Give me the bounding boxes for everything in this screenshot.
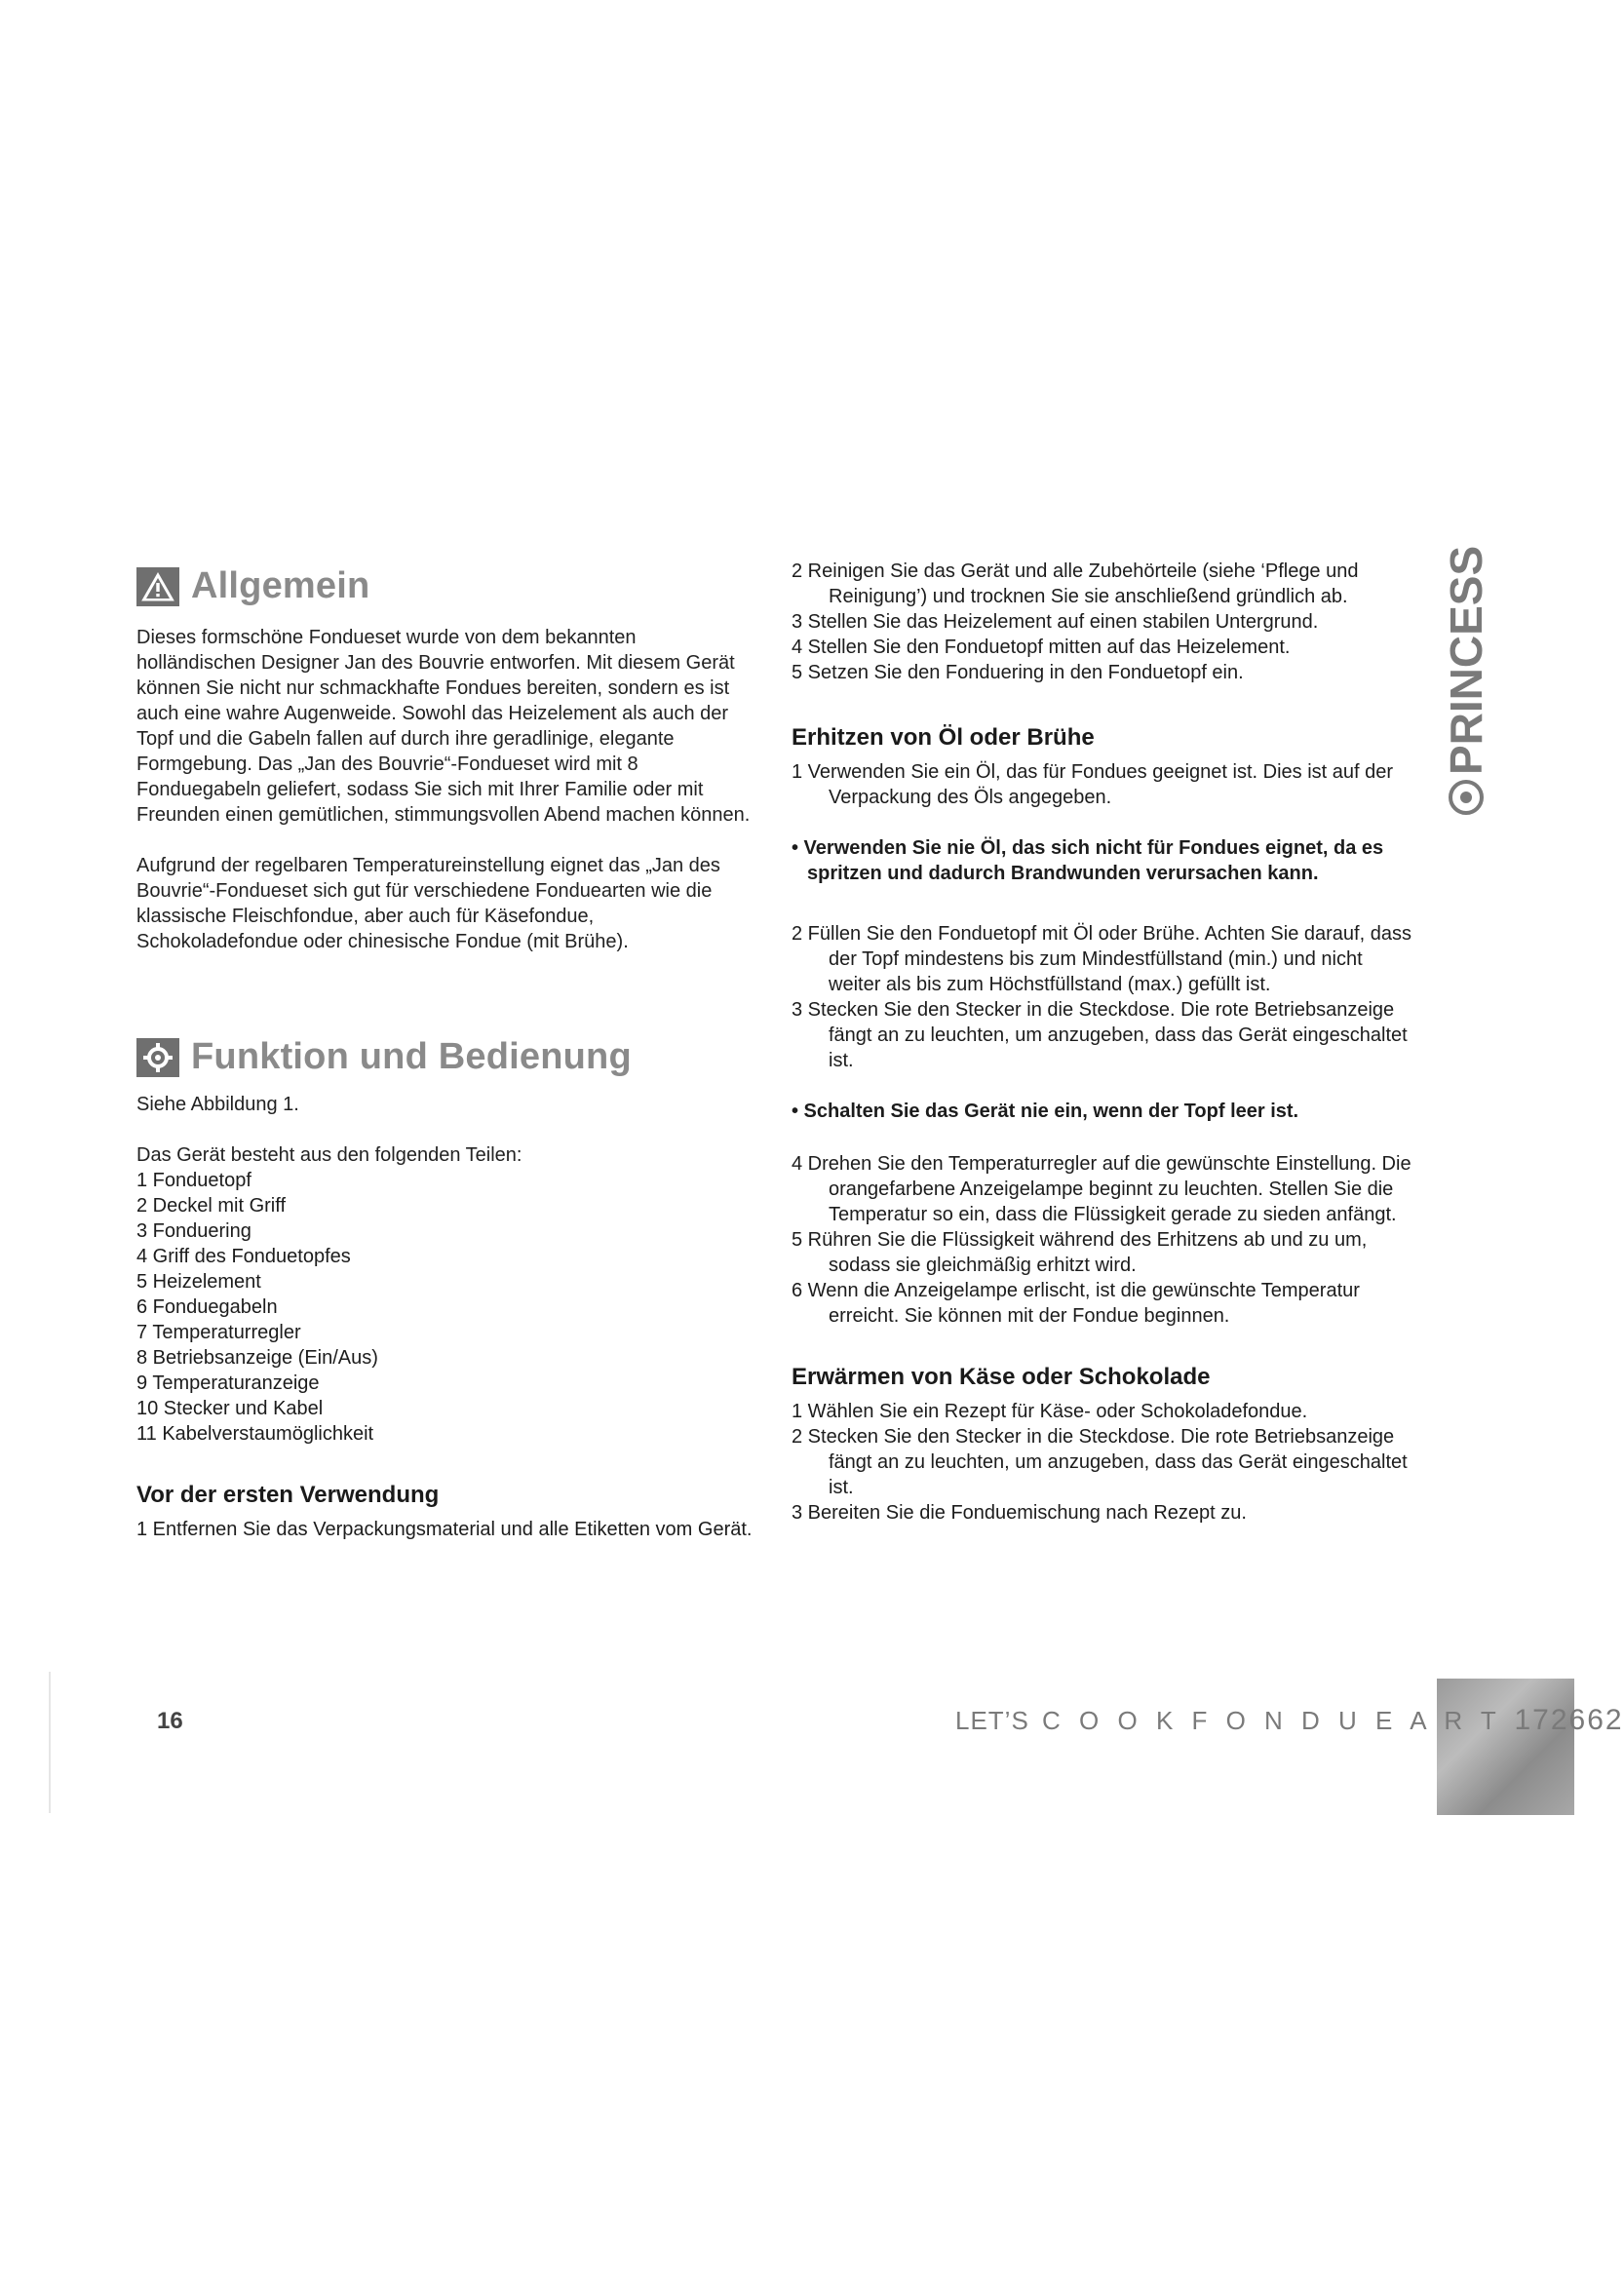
- part-item: 8 Betriebsanzeige (Ein/Aus): [136, 1347, 378, 1369]
- heating-oil-heading: Erhitzen von Öl oder Brühe: [792, 724, 1095, 751]
- first-use-step-4: 4 Stellen Sie den Fonduetopf mitten auf das Heizelement.: [792, 637, 1291, 658]
- section-general-title: Allgemein: [191, 565, 370, 606]
- see-figure-text: Siehe Abbildung 1.: [136, 1094, 299, 1115]
- heating-warning-2: • Schalten Sie das Gerät nie ein, wenn der Topf leer ist.: [792, 1101, 1299, 1122]
- first-use-step-5: 5 Setzen Sie den Fonduering in den Fonduetopf ein.: [792, 662, 1244, 683]
- gear-icon: [136, 1038, 179, 1077]
- parts-list: [136, 1168, 760, 1447]
- product-code: 172662: [1514, 1704, 1624, 1736]
- footer-tagline: [955, 1704, 1624, 1737]
- part-item: 7 Temperaturregler: [136, 1322, 301, 1343]
- part-item: 11 Kabelverstaumöglichkeit: [136, 1423, 374, 1445]
- brand-name: PRINCESS: [1441, 545, 1491, 775]
- general-paragraph-1: Dieses formschöne Fondueset wurde von dem bekannten holländischen Designer Jan des Bouvrie entworfen. Mit diesem Gerät können Sie nicht nur schmackhafte Fondues bereiten, sondern es ist auch eine wahre Augenweide. Sowohl das Heizelement als auch der Topf und die Gabeln fallen auf durch ihre geradlinige, elegante Formgebung. Das „Jan des Bouvrie“-Fondueset wird mit 8 Fonduegabeln geliefert, sodass Sie sich mit Ihrer Familie oder mit Freunden einen gemütlichen, stimmungsvollen Abend machen können.: [136, 627, 751, 826]
- princess-logo: [1433, 545, 1501, 819]
- section-function-title: Funktion und Bedienung: [191, 1036, 632, 1077]
- first-use-step-2: 2 Reinigen Sie das Gerät und alle Zubehörteile (siehe ‘Pflege und Reinigung’) und trocknen Sie sie anschließend gründlich ab.: [792, 560, 1359, 607]
- heating-step-4: 4 Drehen Sie den Temperaturregler auf die gewünschte Einstellung. Die orangefarbene Anzeigelampe beginnt zu leuchten. Stellen Sie die Temperatur so ein, dass die Flüssigkeit gerade zu sieden anfängt.: [792, 1153, 1411, 1225]
- page-number: 16: [157, 1708, 183, 1734]
- heating-step-1: 1 Verwenden Sie ein Öl, das für Fondues geeignet ist. Dies ist auf der Verpackung des Öls angegeben.: [792, 761, 1394, 808]
- heating-step-2: 2 Füllen Sie den Fonduetopf mit Öl oder Brühe. Achten Sie darauf, dass der Topf mindestens bis zum Mindestfüllstand (min.) und nicht weiter als bis zum Höchstfüllstand (max.) gefüllt ist.: [792, 923, 1411, 995]
- heating-step-3: 3 Stecken Sie den Stecker in die Steckdose. Die rote Betriebsanzeige fängt an zu leuchten, um anzugeben, dass das Gerät eingeschaltet ist.: [792, 999, 1408, 1071]
- part-item: 4 Griff des Fonduetopfes: [136, 1246, 351, 1267]
- general-paragraph-2: Aufgrund der regelbaren Temperatureinstellung eignet das „Jan des Bouvrie“-Fondueset sich gut für verschiedene Fonduearten wie die klassische Fleischfondue, aber auch für Käsefondue, Schokoladefondue oder chinesische Fondue (mit Brühe).: [136, 855, 720, 952]
- cheese-step-3: 3 Bereiten Sie die Fonduemischung nach Rezept zu.: [792, 1502, 1247, 1524]
- cheese-step-2: 2 Stecken Sie den Stecker in die Steckdose. Die rote Betriebsanzeige fängt an zu leuchten, um anzugeben, dass das Gerät eingeschaltet ist.: [792, 1426, 1408, 1498]
- heating-step-5: 5 Rühren Sie die Flüssigkeit während des Erhitzens ab und zu um, sodass sie gleichmäßig erhitzt wird.: [792, 1229, 1368, 1276]
- section-function-header: [136, 1036, 760, 1078]
- part-item: 5 Heizelement: [136, 1271, 261, 1293]
- part-item: 2 Deckel mit Griff: [136, 1195, 286, 1217]
- part-item: 3 Fonduering: [136, 1220, 251, 1242]
- part-item: 1 Fonduetopf: [136, 1170, 251, 1191]
- part-item: 10 Stecker und Kabel: [136, 1398, 324, 1419]
- first-use-step-3: 3 Stellen Sie das Heizelement auf einen stabilen Untergrund.: [792, 611, 1319, 633]
- tagline-rest: C O O K F O N D U E A R T: [1042, 1706, 1502, 1735]
- part-item: 6 Fonduegabeln: [136, 1296, 278, 1318]
- cheese-heading: Erwärmen von Käse oder Schokolade: [792, 1364, 1211, 1390]
- heating-warning-1: • Verwenden Sie nie Öl, das sich nicht für Fondues eignet, da es spritzen und dadurch Brandwunden verursachen kann.: [792, 837, 1384, 884]
- cheese-step-1: 1 Wählen Sie ein Rezept für Käse- oder Schokoladefondue.: [792, 1401, 1308, 1422]
- portrait-photo: [1437, 1679, 1574, 1815]
- section-general-header: [136, 565, 760, 607]
- first-use-step-1: 1 Entfernen Sie das Verpackungsmaterial und alle Etiketten vom Gerät.: [136, 1519, 753, 1540]
- page-edge-line: [49, 1672, 51, 1813]
- heating-step-6: 6 Wenn die Anzeigelampe erlischt, ist die gewünschte Temperatur erreicht. Sie können mit der Fondue beginnen.: [792, 1280, 1360, 1327]
- part-item: 9 Temperaturanzeige: [136, 1372, 320, 1394]
- parts-intro-text: Das Gerät besteht aus den folgenden Teilen:: [136, 1144, 522, 1166]
- tagline-lets: LET’S: [955, 1706, 1029, 1735]
- left-column: [136, 565, 760, 1542]
- first-use-heading: Vor der ersten Verwendung: [136, 1482, 440, 1508]
- warning-icon: [136, 567, 179, 606]
- right-column: [792, 559, 1415, 1526]
